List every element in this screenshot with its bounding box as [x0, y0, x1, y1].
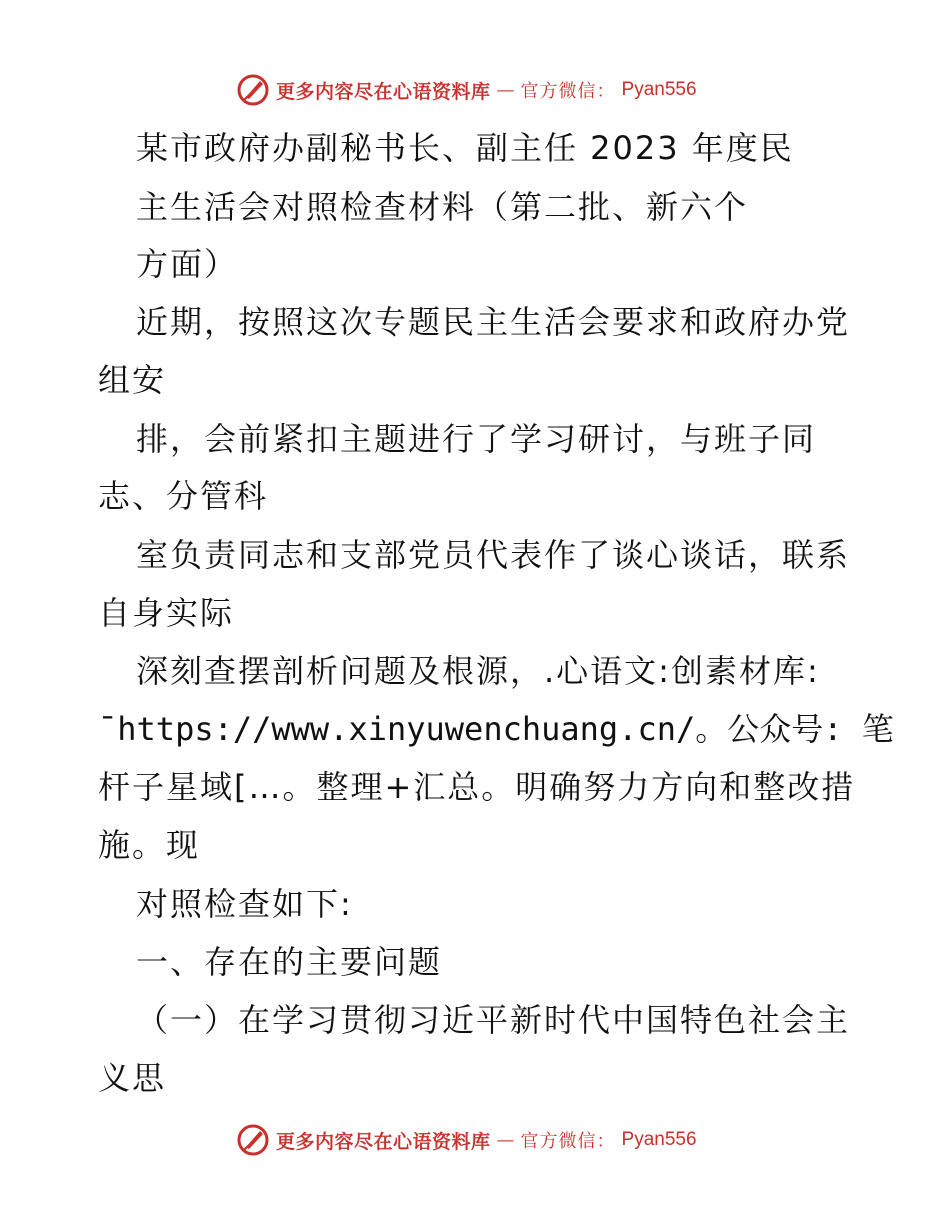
paragraph-line: 组安 [98, 361, 167, 399]
paragraph-line: 对照检查如下: [136, 885, 353, 923]
banner-site-name: 更多内容尽在心语资料库 [276, 1130, 491, 1153]
title-line-3: 方面） [136, 245, 239, 283]
banner-wechat-id: Pyan556 [621, 1129, 697, 1150]
banner-dash: — [496, 79, 515, 101]
banner-wechat-label: 官方微信： [520, 1131, 616, 1152]
banner-wechat-id: Pyan556 [621, 79, 697, 100]
paragraph-line: 自身实际 [98, 594, 235, 632]
quill-circle-icon [236, 1123, 270, 1157]
banner-wechat-label: 官方微信： [520, 81, 616, 102]
title-line-1: 某市政府办副秘书长、副主任 2023 年度民 [136, 129, 794, 167]
quill-circle-icon [236, 73, 270, 107]
paragraph-line-url: ¯https://www.xinyuwenchuang.cn/。公众号: 笔 [98, 710, 894, 748]
bottom-banner [236, 1122, 697, 1158]
paragraph-line: 室负责同志和支部党员代表作了谈心谈话，联系 [136, 536, 851, 574]
top-banner [236, 72, 697, 108]
subsection-heading: （一）在学习贯彻习近平新时代中国特色社会主 [136, 1001, 851, 1039]
banner-dash: — [496, 1129, 515, 1151]
paragraph-line: 施。现 [98, 826, 201, 864]
paragraph-line: 志、分管科 [98, 477, 269, 515]
title-line-2: 主生活会对照检查材料（第二批、新六个 [136, 188, 749, 226]
paragraph-line: 深刻查摆剖析问题及根源，.心语文:创素材库: [136, 652, 820, 690]
paragraph-line: 排，会前紧扣主题进行了学习研讨，与班子同 [136, 420, 817, 458]
paragraph-line: 杆子星域[…。整理+汇总。明确努力方向和整改措 [98, 768, 856, 806]
section-heading: 一、存在的主要问题 [136, 943, 443, 981]
banner-site-name: 更多内容尽在心语资料库 [276, 80, 491, 103]
paragraph-line: 义思 [98, 1059, 167, 1097]
paragraph-line: 近期，按照这次专题民主生活会要求和政府办党 [136, 303, 851, 341]
